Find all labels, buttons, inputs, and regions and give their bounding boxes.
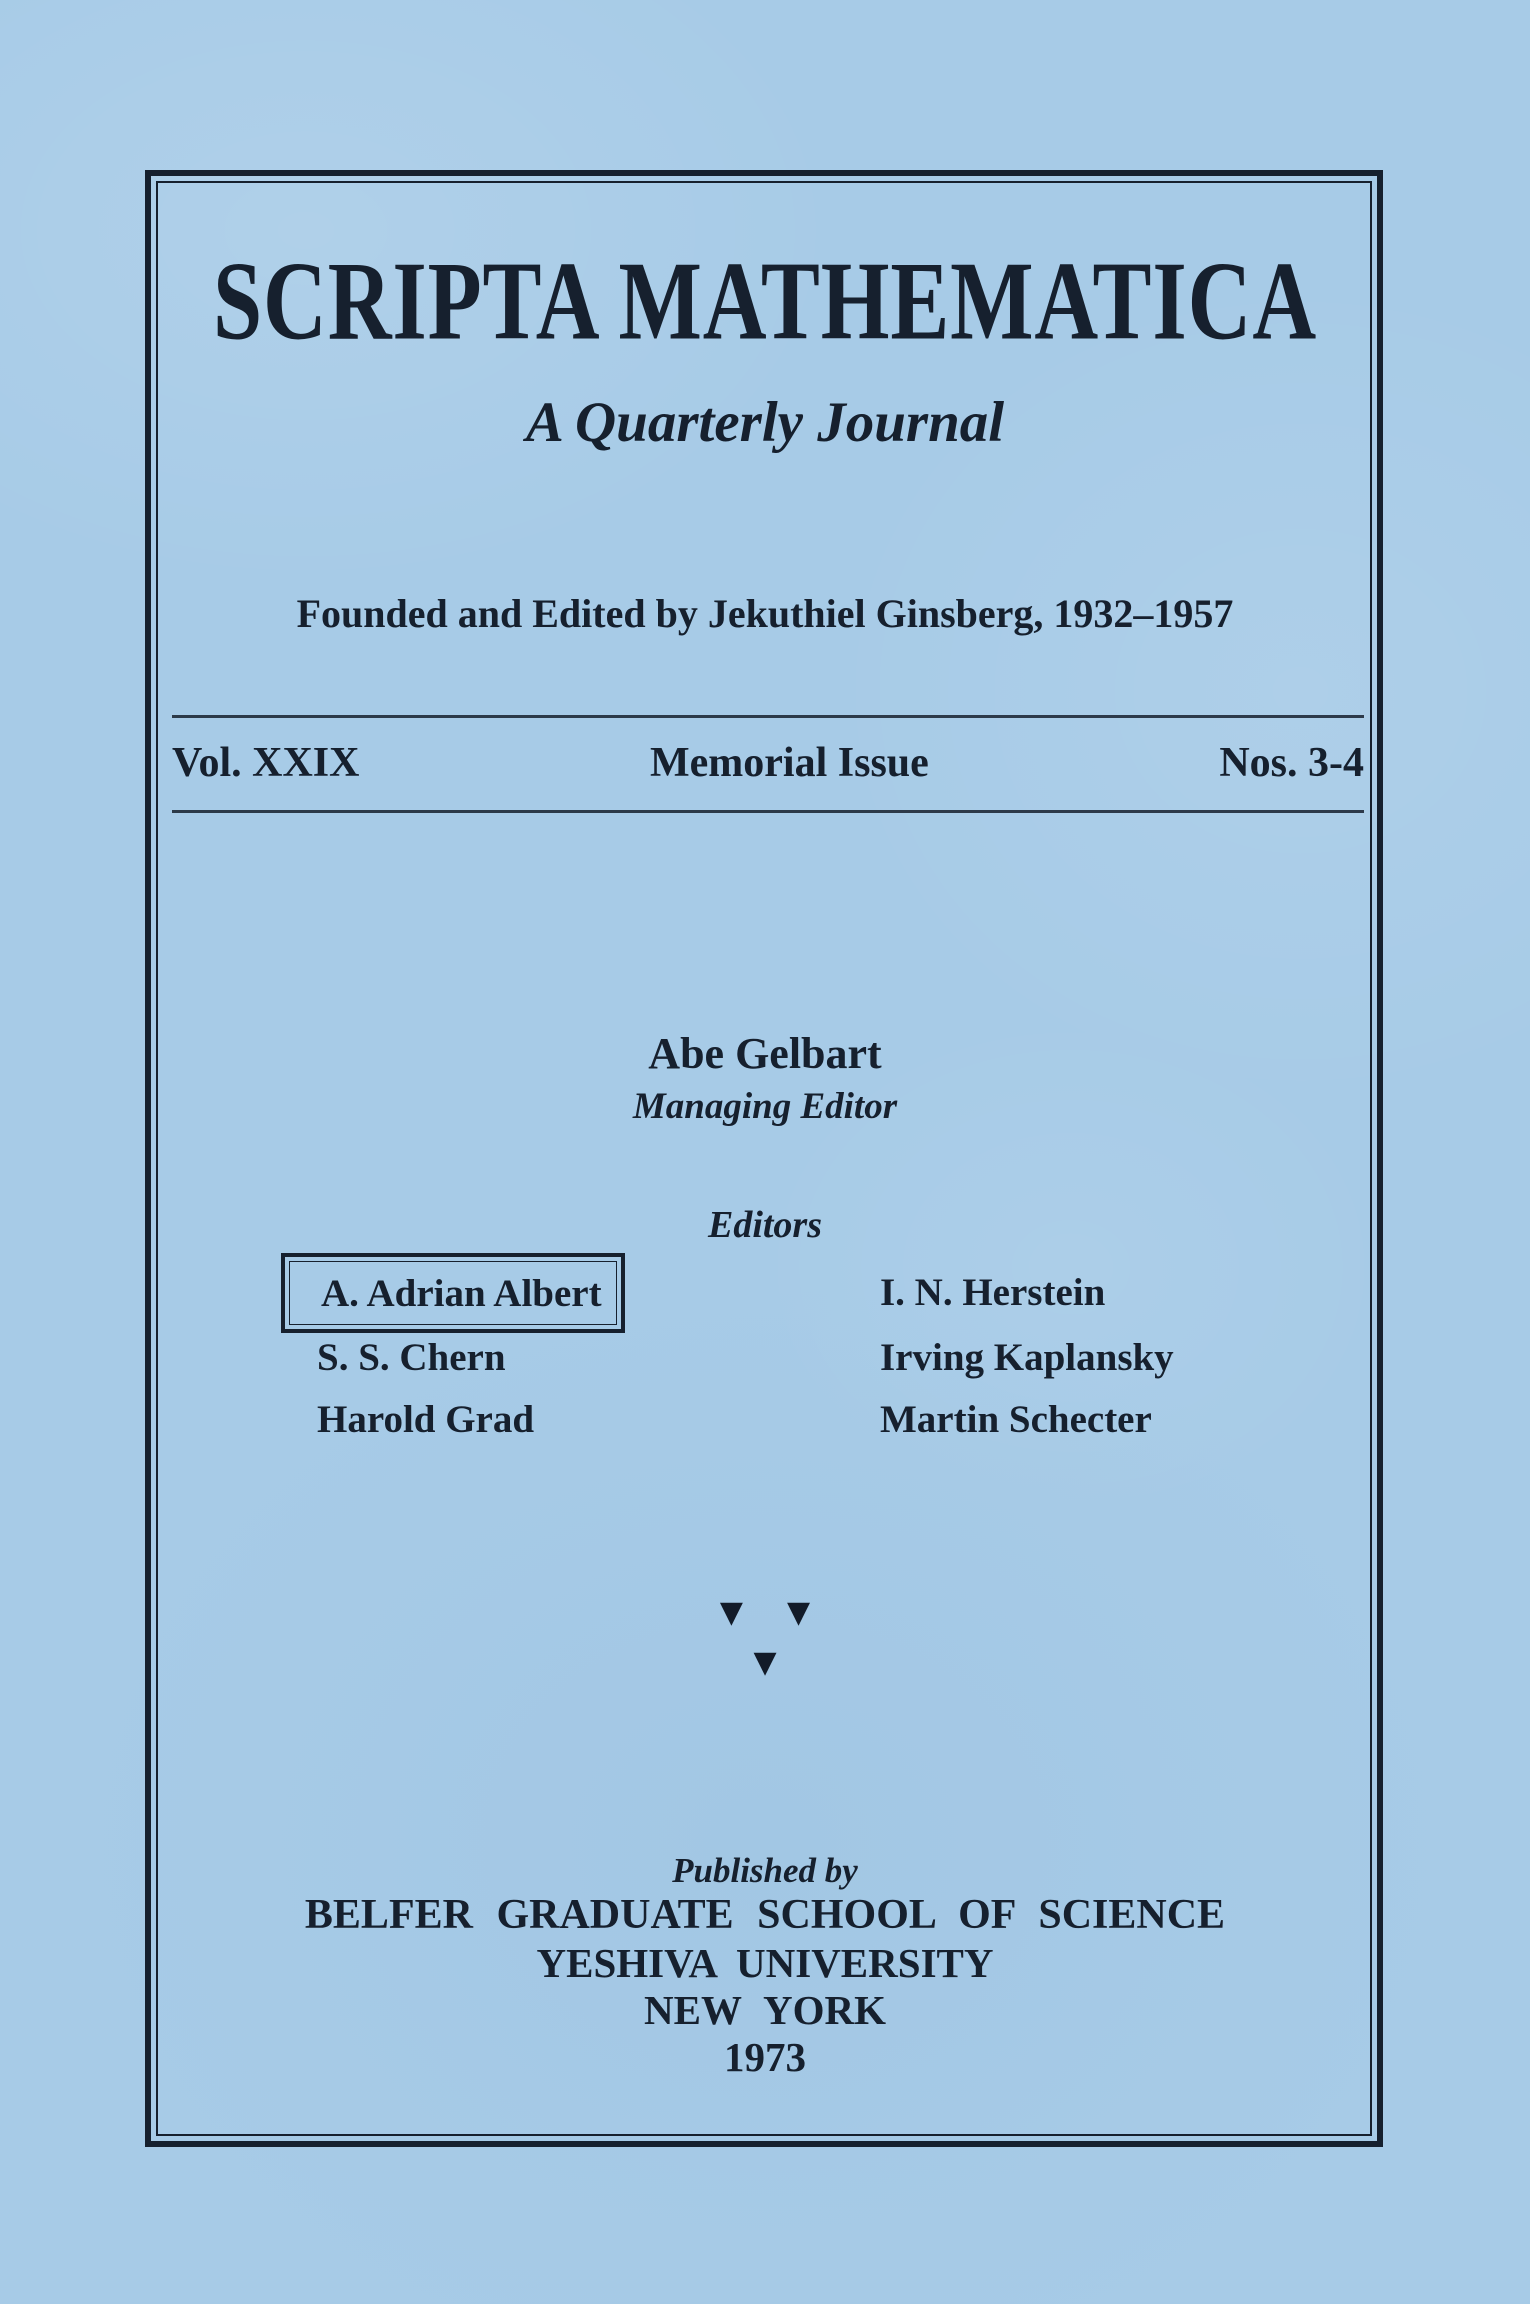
managing-editor-role: Managing Editor	[632, 1086, 898, 1127]
editors-heading: Editors	[707, 1204, 823, 1246]
journal-title: SCRIPTA MATHEMATICA	[212, 239, 1318, 364]
issue-title: Memorial Issue	[650, 740, 929, 786]
editor-name-chern: S. S. Chern	[317, 1336, 506, 1379]
year-label: 1973	[724, 2033, 806, 2080]
divider-bottom	[172, 810, 1364, 813]
editor-name-herstein: I. N. Herstein	[880, 1271, 1106, 1314]
editor-name-albert: A. Adrian Albert	[321, 1271, 602, 1315]
editor-name-kaplansky: Irving Kaplansky	[880, 1336, 1174, 1379]
published-by-label: Published by	[672, 1851, 858, 1890]
issue-numbers: Nos. 3-4	[1219, 740, 1364, 786]
triangle-icon: ▼	[787, 1595, 811, 1630]
divider-top	[172, 715, 1364, 718]
triangle-ornament	[0, 1595, 1530, 1680]
city-name: NEW YORK	[644, 1986, 886, 2033]
editor-name-grad: Harold Grad	[317, 1398, 535, 1441]
triangle-icon: ▼	[719, 1595, 743, 1630]
university-name: YESHIVA UNIVERSITY	[536, 1939, 994, 1986]
publisher-name: BELFER GRADUATE SCHOOL OF SCIENCE	[304, 1892, 1226, 1938]
issue-bar	[172, 742, 1364, 784]
cover-frame-inner-line	[156, 181, 1372, 2136]
managing-editor-name: Abe Gelbart	[648, 1029, 882, 1078]
volume-label: Vol. XXIX	[172, 740, 360, 786]
journal-subtitle: A Quarterly Journal	[525, 391, 1005, 454]
founder-line: Founded and Edited by Jekuthiel Ginsberg, 1932–1957	[296, 591, 1234, 636]
editor-name-schecter: Martin Schecter	[880, 1398, 1152, 1441]
triangle-icon: ▼	[753, 1645, 777, 1680]
imprint-block	[0, 1851, 1530, 2080]
editor-name-box	[281, 1253, 625, 1333]
